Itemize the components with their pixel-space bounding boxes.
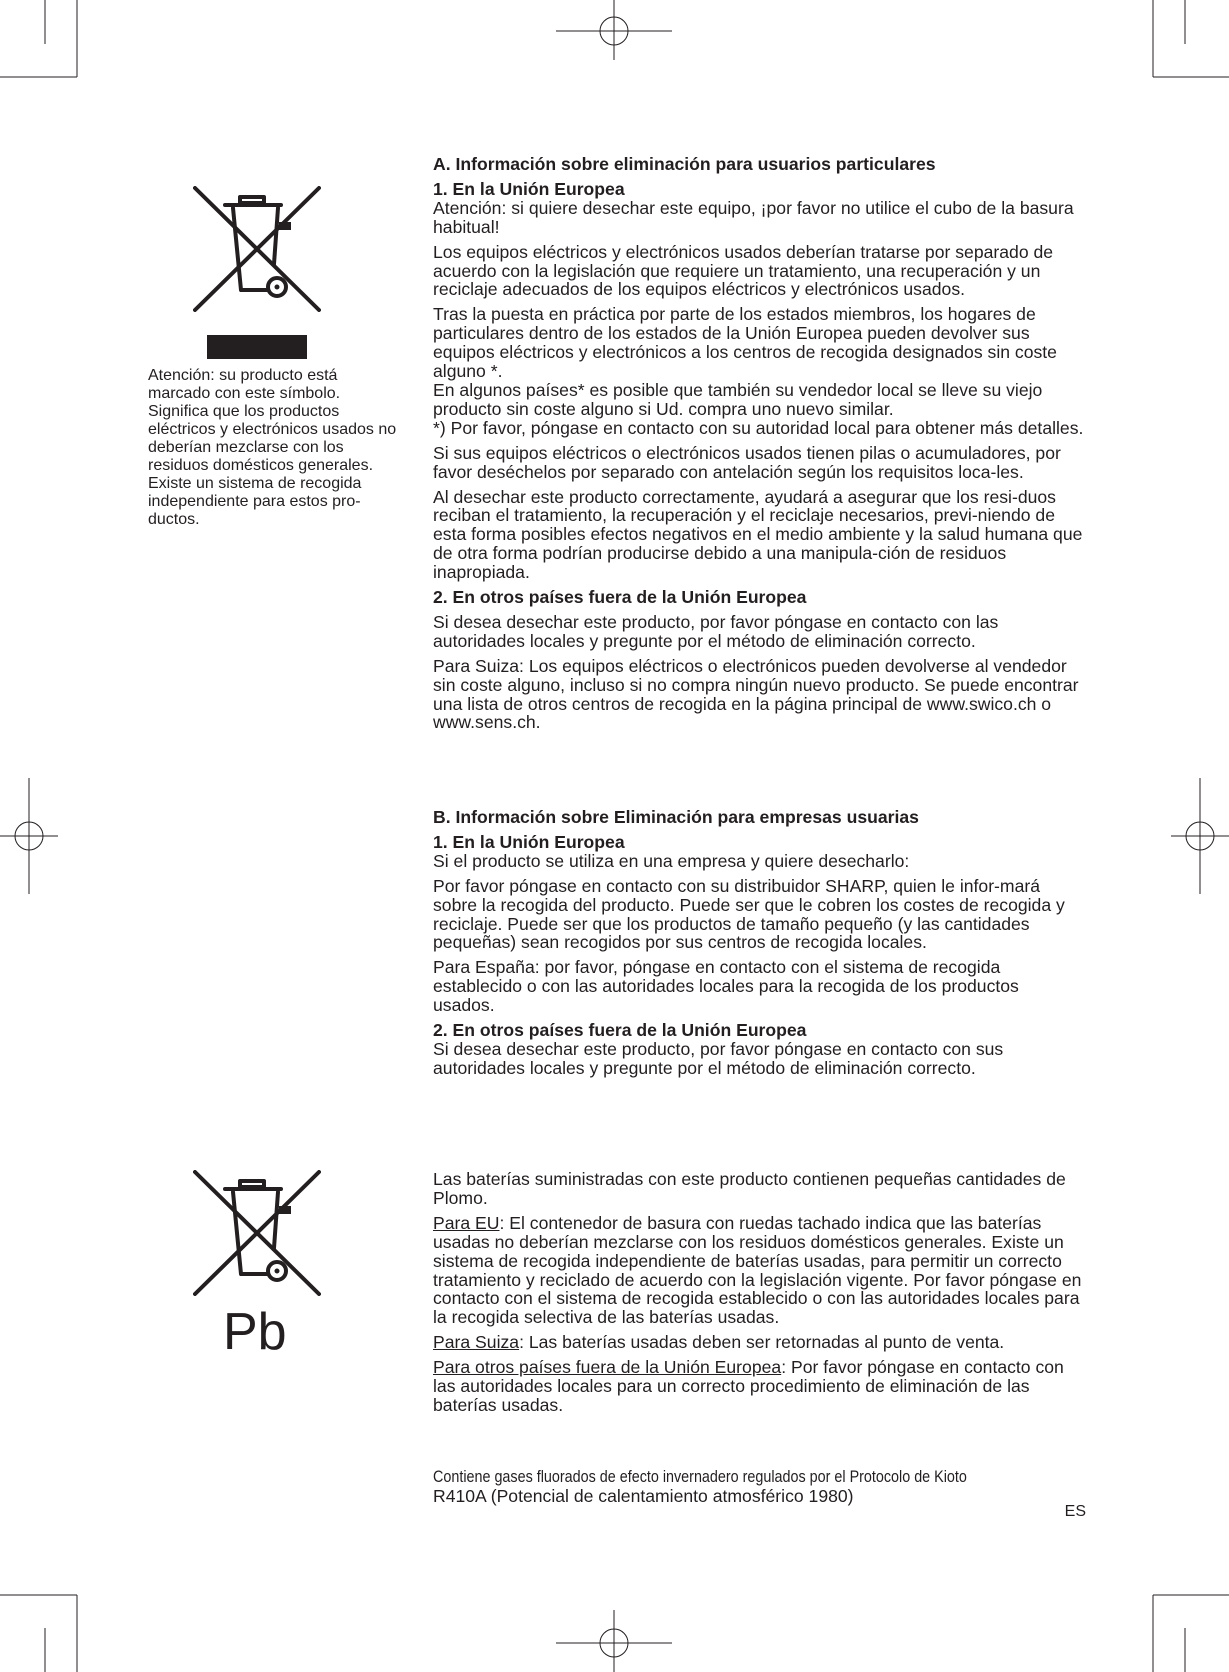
switzerland-label: Para Suiza [433, 1332, 520, 1353]
section-a-title: A. Información sobre eliminación para usuarios particulares [433, 154, 936, 174]
paragraph: Al desechar este producto correctamente, ayudará a asegurar que los resi-duos reciban el tratamiento, la recuperación y el reciclaje necesarios, previ-niendo de esta forma posibles efectos negativos en el medio ambiente y la salud humana que de otra forma podrían producirse debido a una manipula-ción de residuos inapropiada. [433, 486, 1083, 583]
other-countries-text: : Por favor póngase en contacto con las autoridades locales para un correcto procedimiento de eliminación de las baterías usadas. [433, 1357, 1064, 1415]
crossed-out-bin-icon [193, 186, 321, 312]
paragraph: Las baterías suministradas con este producto contienen pequeñas cantidades de Plomo. [433, 1169, 1066, 1208]
paragraph-other-countries [433, 1358, 1085, 1415]
paragraph: Para España: por favor, póngase en contacto con el sistema de recogida establecido o con las autoridades locales para la recogida de los productos usados. [433, 957, 1019, 1016]
lead-symbol: Pb [223, 1303, 287, 1361]
paragraph: Si sus equipos eléctricos o electrónicos usados tienen pilas o acumuladores, por favor deséchelos por separado con antelación según los requisitos loca-les. [433, 442, 1061, 482]
language-code: ES [1064, 1503, 1086, 1520]
paragraph: Los equipos eléctricos y electrónicos usados deberían tratarse por separado de acuerdo con la legislación que requiere un tratamiento, una recuperación y un reciclaje adecuados de los equipos eléctricos y electrónicos usados. [433, 241, 1054, 300]
paragraph: *) Por favor, póngase en contacto con su autoridad local para obtener más detalles. [433, 417, 1084, 438]
section-a [433, 155, 1085, 732]
section-b-subheading-eu: 1. En la Unión Europea [433, 831, 625, 852]
section-a-subheading-eu: 1. En la Unión Europea [433, 178, 625, 199]
paragraph: Si desea desechar este producto, por favor póngase en contacto con las autoridades locales y pregunte por el método de eliminación correcto. [433, 611, 999, 651]
eu-label: Para EU [433, 1212, 500, 1233]
switzerland-text: : Las baterías usadas deben ser retornadas al punto de venta. [519, 1332, 1005, 1353]
section-b [433, 808, 1085, 1078]
other-countries-label: Para otros países fuera de la Unión Europea [433, 1357, 782, 1378]
paragraph: Atención: si quiere desechar este equipo, ¡por favor no utilice el cubo de la basura habitual! [433, 197, 1074, 237]
paragraph: Para Suiza: Los equipos eléctricos o electrónicos pueden devolverse al vendedor sin coste alguno, incluso si no compra ningún nuevo producto. Se puede encontrar una lista de otros centros de recogida en la página principal de www.swico.ch o www.sens.ch. [433, 655, 1079, 733]
paragraph: Si desea desechar este producto, por favor póngase en contacto con sus autoridades locales y pregunte por el método de eliminación correcto. [433, 1038, 1004, 1078]
paragraph: Tras la puesta en práctica por parte de los estados miembros, los hogares de particulares dentro de los estados de la Unión Europea pueden devolver sus equipos eléctricos y electrónicos a los centros de recogida designados sin coste alguno *. [433, 304, 1057, 382]
paragraph: Si el producto se utiliza en una empresa y quiere desecharlo: [433, 850, 910, 871]
batteries-section [433, 1170, 1085, 1415]
black-bar [207, 335, 307, 359]
eu-text: : El contenedor de basura con ruedas tachado indica que las baterías usadas no deberían mezclarse con los residuos domésticos generales. Existe un sistema de recogida independiente de baterías usadas, para permitir un correcto tratamiento y reciclado de acuerdo con la legislación vigente. Por favor póngase en contacto con el sistema de recogida establecido o con las autoridades locales para la recogida selectiva de las baterías usadas. [433, 1212, 1082, 1328]
paragraph: En algunos países* es posible que también su vendedor local se lleve su viejo producto sin coste alguno si Ud. compra uno nuevo similar. [433, 379, 1043, 419]
kyoto-notice: Contiene gases fluorados de efecto invernadero regulados por el Protocolo de Kioto [433, 1468, 967, 1486]
section-b-subheading-other: 2. En otros países fuera de la Unión Europea [433, 1020, 807, 1041]
paragraph-switzerland [433, 1333, 1085, 1352]
section-a-subheading-other: 2. En otros países fuera de la Unión Europea [433, 587, 807, 608]
section-b-title: B. Información sobre Eliminación para empresas usuarias [433, 807, 919, 827]
symbol-caption: Atención: su producto está marcado con este símbolo. Significa que los productos eléctricos y electrónicos usados no deberían mezclarse con los residuos domésticos generales. Existe un sistema de recogida independiente para estos pro-ductos. [148, 367, 397, 528]
refrigerant-info: R410A (Potencial de calentamiento atmosférico 1980) [433, 1486, 854, 1506]
paragraph-eu [433, 1214, 1085, 1327]
crossed-out-bin-battery-icon [193, 1170, 321, 1296]
paragraph: Por favor póngase en contacto con su distribuidor SHARP, quien le infor-mará sobre la recogida del producto. Puede ser que le cobren los costes de recogida y reciclaje. Puede ser que los productos de tamaño pequeño (y las cantidades pequeñas) sean recogidos por sus centros de recogida locales. [433, 875, 1065, 953]
